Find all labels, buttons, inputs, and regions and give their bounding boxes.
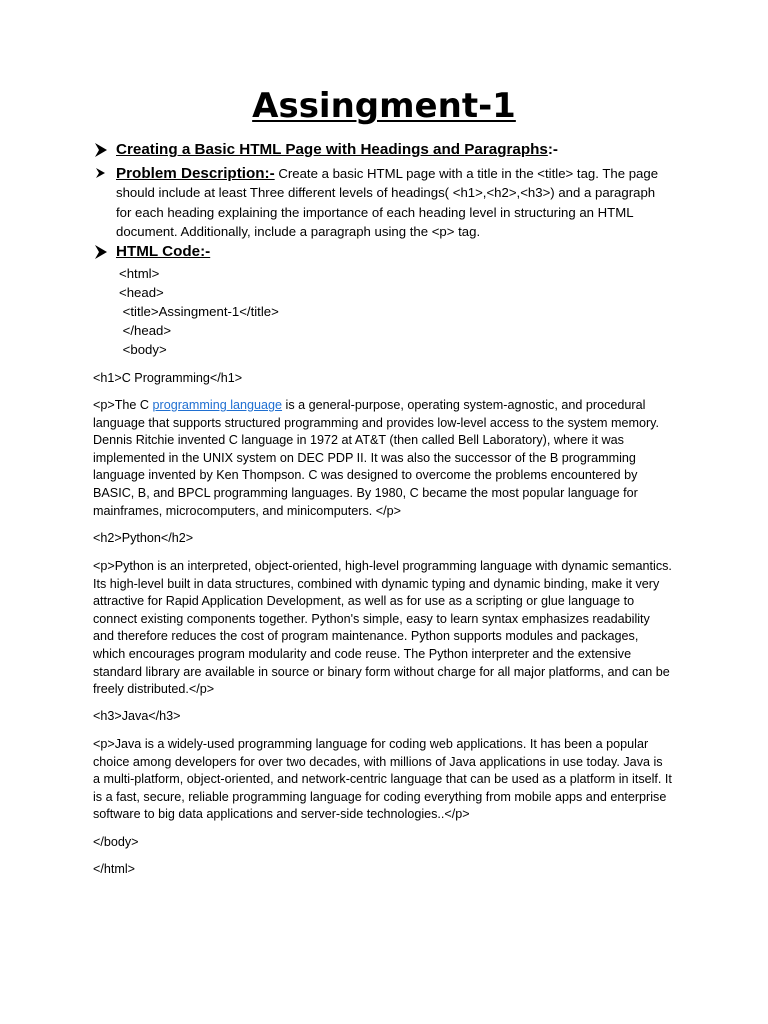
programming-language-link[interactable]: programming language bbox=[152, 398, 283, 412]
close-body-line: </body> bbox=[93, 835, 139, 849]
problem-description bbox=[116, 164, 671, 241]
h1-code-line: <h1>C Programming</h1> bbox=[93, 371, 243, 385]
code-line: <head> bbox=[119, 285, 164, 300]
code-line: <html> bbox=[119, 266, 160, 281]
paragraph-c-rest: is a general-purpose, operating system-agnostic, and procedural language that supports structured programming and provides low-level access to the system memory. Dennis Ritchie invented C language in 1972 at AT&T (then called Bell Laboratory), where it was implemented in the UNIX system on DEC PDP II. It was also the successor of the B programming language invented by Ken Thompson. C was designed to overcome the problems encountered by BASIC, B, and BPCL programming languages. By 1980, C became the most popular language for mainframes, microcomputers, and minicomputers. </p> bbox=[93, 398, 660, 518]
paragraph-java: <p>Java is a widely-used programming language for coding web applications. It has been a popular choice among developers for over two decades, with millions of Java applications in use today. Java is a multi-platform, object-oriented, and network-centric language that can be used as a platform in itself. It is a fast, secure, reliable programming language for coding everything from mobile apps and enterprise software to big data applications and server-side technologies..</p> bbox=[93, 737, 672, 822]
paragraph-python: <p>Python is an interpreted, object-oriented, high-level programming language with dynamic semantics. Its high-level built in data structures, combined with dynamic typing and dynamic binding, make it very attractive for Rapid Application Development, as well as for use as a scripting or glue language to connect existing components together. Python's simple, easy to learn syntax emphasizes readability and therefore reduces the cost of program maintenance. Python supports modules and packages, which encourages program modularity and code reuse. The Python interpreter and the extensive standard library are available in source or binary form without charge for all major platforms, and can be freely distributed.</p> bbox=[93, 559, 672, 697]
problem-text: Create a basic HTML page with a title in the <title> tag. The page should include at least Three different levels of headings( <h1>,<h2>,<h3>) and a paragraph for each heading explaining the importance of each heading level in structuring an HTML document. Additionally, include a paragraph using the <p> tag. bbox=[116, 166, 659, 239]
paragraph-c-start: <p>The C bbox=[93, 398, 153, 412]
h2-code-line: <h2>Python</h2> bbox=[93, 531, 194, 545]
paragraph-c bbox=[93, 397, 673, 520]
document-title: Assingment-1 bbox=[252, 86, 516, 126]
problem-heading: Problem Description:- bbox=[116, 165, 275, 182]
arrowhead-bullet-icon bbox=[93, 141, 111, 159]
section-heading: Creating a Basic HTML Page with Headings and Paragraphs bbox=[116, 141, 548, 158]
close-html-line: </html> bbox=[93, 862, 135, 876]
bullet-heading-text bbox=[116, 140, 671, 159]
arrowhead-bullet-icon bbox=[93, 243, 111, 261]
section-heading-suffix: :- bbox=[547, 141, 558, 158]
arrowhead-bullet-icon bbox=[93, 164, 111, 182]
code-line: <title>Assingment-1</title> bbox=[119, 304, 279, 319]
code-heading bbox=[116, 242, 671, 261]
code-line: <body> bbox=[119, 342, 167, 357]
code-heading-text: HTML Code:- bbox=[116, 243, 211, 260]
h3-code-line: <h3>Java</h3> bbox=[93, 709, 181, 723]
code-lines bbox=[119, 264, 279, 359]
code-line: </head> bbox=[119, 323, 172, 338]
